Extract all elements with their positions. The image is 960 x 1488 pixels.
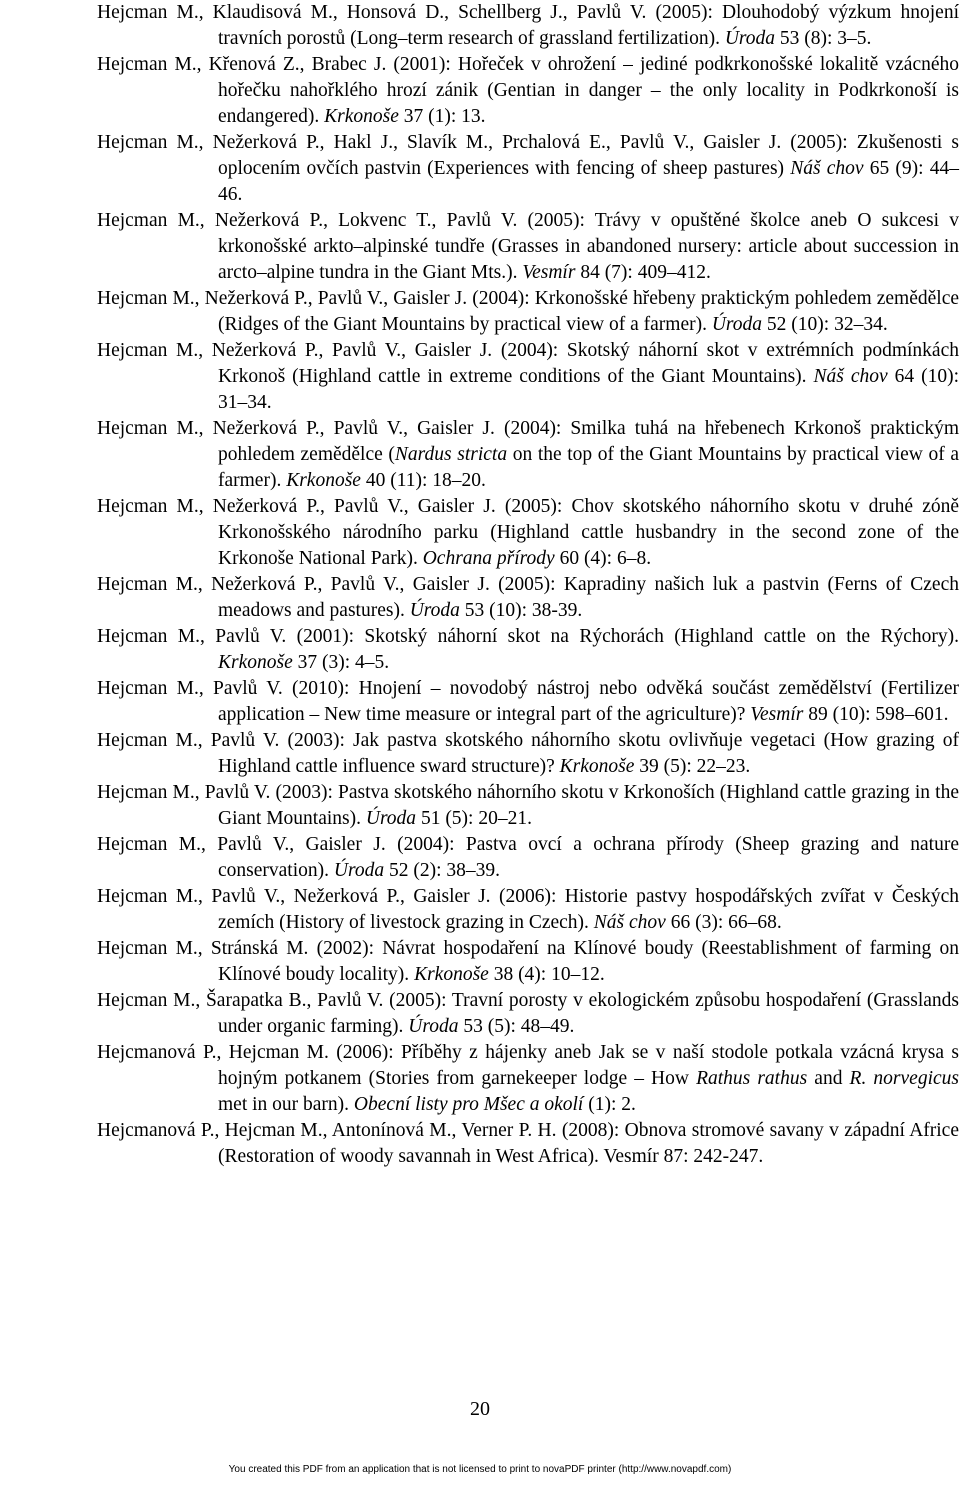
reference-entry (97, 52, 959, 130)
reference-italic-text: Vesmír (522, 262, 576, 283)
reference-italic-text: Úroda (409, 600, 460, 621)
page-number: 20 (470, 1398, 490, 1420)
reference-text: 52 (10): 32–34. (762, 314, 888, 335)
reference-text: Hejcman M., Křenová Z., Brabec J. (2001): Hořeček v ohrožení – jediné podkrkonošské lokalitě vzácného hořečku nahořklého hrozí zánik (Gentian in danger – the only locality in Podkrkonoší is endangered). (97, 54, 959, 127)
reference-italic-text: Úroda (711, 314, 763, 335)
reference-italic-text: Náš chov (813, 366, 888, 387)
reference-italic-text: Krkonoše (286, 470, 361, 491)
reference-text: 51 (5): 20–21. (416, 808, 532, 829)
reference-text: Hejcman M., Pavlů V., Nežerková P., Gaisler J. (2006): Historie pastvy hospodářských zvířat v Českých zemích (History of livestock grazing in Czech). (97, 886, 959, 933)
reference-italic-text: Náš chov (790, 158, 864, 179)
reference-text: 40 (11): 18–20. (360, 470, 486, 491)
reference-italic-text: Rathus rathus (696, 1068, 808, 1089)
reference-text: Hejcman M., Nežerková P., Lokvenc T., Pavlů V. (2005): Trávy v opuštěné školce aneb O sukcesi v krkonošské arkto–alpinské tundře (Grasses in abandoned nursery: article about succession in arcto–alpine tundra in the Giant Mts.). (97, 210, 959, 283)
reference-text: 52 (2): 38–39. (384, 860, 500, 881)
reference-text: 89 (10): 598–601. (803, 704, 949, 725)
reference-entry (97, 0, 959, 52)
reference-text: Hejcman M., Klaudisová M., Honsová D., Schellberg J., Pavlů V. (2005): Dlouhodobý výzkum hnojení travních porostů (Long–term research of grassland fertilization). (97, 2, 959, 49)
reference-italic-text: R. norvegicus (849, 1068, 959, 1089)
reference-text: 37 (3): 4–5. (292, 652, 390, 673)
reference-list (97, 0, 959, 1170)
reference-italic-text: Náš chov (593, 912, 666, 933)
reference-text: Hejcman M., Nežerková P., Hakl J., Slavík M., Prchalová E., Pavlů V., Gaisler J. (2005): Zkušenosti s oplocením ovčích pastvin (Experiences with fencing of sheep pastures) (97, 132, 959, 179)
reference-text: (1): 2. (583, 1094, 636, 1115)
reference-italic-text: Úroda (724, 28, 776, 49)
reference-text: met in our barn). (218, 1094, 354, 1115)
reference-text: Hejcman M., Stránská M. (2002): Návrat hospodaření na Klínové boudy (Reestablishment of farming on Klínové boudy locality). (97, 938, 959, 985)
reference-italic-text: Úroda (365, 808, 417, 829)
reference-italic-text: Krkonoše (324, 106, 399, 127)
reference-entry (97, 676, 959, 728)
reference-text: Hejcman M., Nežerková P., Pavlů V., Gaisler J. (2004): Krkonošské hřebeny praktickým pohledem zemědělce (Ridges of the Giant Mountains by practical view of a farmer). (97, 288, 959, 335)
reference-italic-text: Vesmír (750, 704, 804, 725)
reference-italic-text: Obecní listy pro Mšec a okolí (353, 1094, 584, 1115)
reference-text: Hejcman M., Pavlů V. (2003): Jak pastva skotského náhorního skotu ovlivňuje vegetaci (How grazing of Highland cattle influence sward structure)? (97, 730, 959, 777)
pdf-watermark-footer: You created this PDF from an application that is not licensed to print to novaPDF printer (http://www.novapdf.com) (228, 1464, 732, 1475)
reference-text: 60 (4): 6–8. (554, 548, 652, 569)
reference-text: Hejcmanová P., Hejcman M. (2006): Příběhy z hájenky aneb Jak se v naší stodole potkala vzácná krysa s hojným potkanem (Stories from garnekeeper lodge – How (97, 1042, 959, 1089)
reference-entry (97, 936, 959, 988)
reference-entry (97, 572, 959, 624)
reference-italic-text: Krkonoše (414, 964, 489, 985)
reference-entry (97, 1118, 959, 1170)
reference-text: 53 (8): 3–5. (775, 28, 872, 49)
reference-italic-text: Nardus stricta (394, 444, 508, 465)
reference-italic-text: Úroda (408, 1016, 459, 1037)
reference-text: 64 (10): 31–34. (218, 366, 959, 413)
reference-entry (97, 338, 959, 416)
reference-entry (97, 208, 959, 286)
reference-entry (97, 988, 959, 1040)
reference-entry (97, 494, 959, 572)
reference-entry (97, 416, 959, 494)
reference-entry (97, 286, 959, 338)
reference-italic-text: Úroda (333, 860, 385, 881)
reference-text: 37 (1): 13. (398, 106, 486, 127)
reference-text: 39 (5): 22–23. (634, 756, 751, 777)
reference-text: Hejcman M., Nežerková P., Pavlů V., Gaisler J. (2004): Smilka tuhá na hřebenech Krkonoš praktickým pohledem zemědělce ( (97, 418, 959, 465)
reference-text: 53 (5): 48–49. (458, 1016, 575, 1037)
reference-italic-text: Krkonoše (218, 652, 293, 673)
reference-entry (97, 624, 959, 676)
reference-entry (97, 884, 959, 936)
reference-text: Hejcmanová P., Hejcman M., Antonínová M., Verner P. H. (2008): Obnova stromové savany v západní Africe (Restoration of woody savannah in West Africa). Vesmír 87: 242-247. (97, 1120, 959, 1167)
reference-entry (97, 832, 959, 884)
reference-text: 65 (9): 44–46. (218, 158, 959, 205)
reference-text: Hejcman M., Nežerková P., Pavlů V., Gaisler J. (2005): Kapradiny našich luk a pastvin (Ferns of Czech meadows and pastures). (97, 574, 959, 621)
reference-text: 38 (4): 10–12. (488, 964, 605, 985)
reference-text: 53 (10): 38-39. (459, 600, 583, 621)
reference-text: and (807, 1068, 850, 1089)
reference-text: Hejcman M., Pavlů V., Gaisler J. (2004): Pastva ovcí a ochrana přírody (Sheep grazing and nature conservation). (97, 834, 959, 881)
reference-text: Hejcman M., Nežerková P., Pavlů V., Gaisler J. (2005): Chov skotského náhorního skotu v druhé zóně Krkonošského národního parku (Highland cattle husbandry in the second zone of the Krkonoše National Park). (97, 496, 959, 569)
reference-entry (97, 728, 959, 780)
reference-italic-text: Ochrana přírody (422, 548, 555, 569)
reference-text: Hejcman M., Nežerková P., Pavlů V., Gaisler J. (2004): Skotský náhorní skot v extrémních podmínkách Krkonoš (Highland cattle in extreme conditions of the Giant Mountains). (97, 340, 959, 387)
reference-entry (97, 780, 959, 832)
reference-entry (97, 1040, 959, 1118)
reference-entry (97, 130, 959, 208)
reference-text: Hejcman M., Pavlů V. (2003): Pastva skotského náhorního skotu v Krkonoších (Highland cattle grazing in the Giant Mountains). (97, 782, 959, 829)
reference-italic-text: Krkonoše (559, 756, 635, 777)
reference-text: 66 (3): 66–68. (665, 912, 782, 933)
reference-text: Hejcman M., Šarapatka B., Pavlů V. (2005): Travní porosty v ekologickém způsobu hospodaření (Grasslands under organic farming). (97, 990, 959, 1037)
reference-text: Hejcman M., Pavlů V. (2010): Hnojení – novodobý nástroj nebo odvěká součást zemědělství (Fertilizer application – New time measure or integral part of the agriculture)? (97, 678, 959, 725)
reference-text: Hejcman M., Pavlů V. (2001): Skotský náhorní skot na Rýchorách (Highland cattle on the Rýchory). (97, 626, 959, 647)
reference-text: 84 (7): 409–412. (575, 262, 711, 283)
reference-text: on the top of the Giant Mountains by practical view of a farmer). (218, 444, 960, 491)
